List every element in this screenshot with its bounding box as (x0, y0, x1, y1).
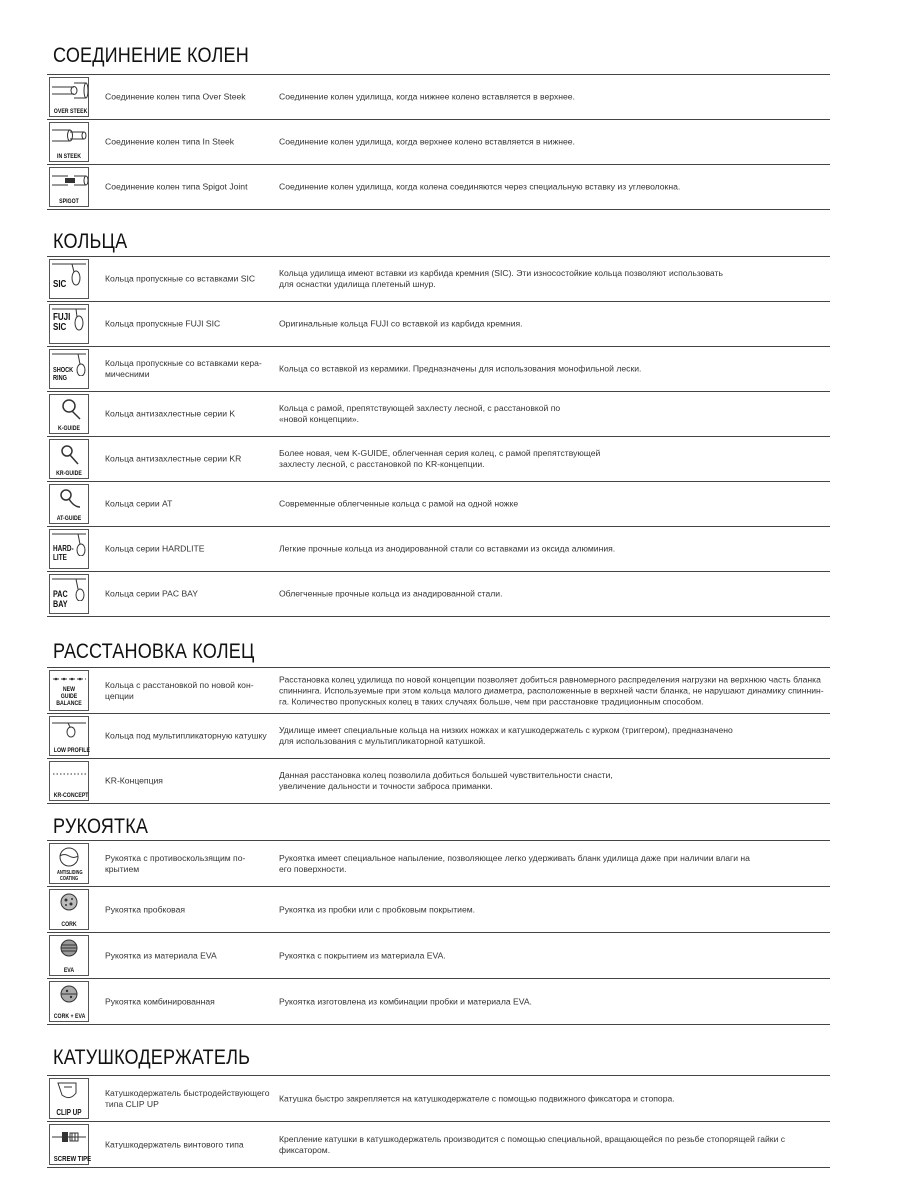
row-desc: Рукоятка с покрытием из материала EVA. (279, 950, 446, 960)
table-row (47, 120, 830, 165)
shock-ring-icon (49, 349, 89, 389)
row-desc: Крепление катушки в катушкодержатель производится с помощью специальной, вращающейся по резьбе стопорящей гайки с фиксатором. (279, 1133, 786, 1155)
row-desc: Соединение колен удилища, когда нижнее колено вставляется в верхнее. (279, 91, 575, 102)
table-row (47, 572, 830, 617)
cork-eva-icon (49, 981, 89, 1022)
row-name: Кольца пропускные со вставками кера-мичесними (105, 358, 262, 379)
screw-type-icon (49, 1124, 92, 1165)
row-name: Кольца серии AT (105, 498, 173, 509)
row-desc: Кольца со вставкой из керамики. Предназначены для использования монофильной лески. (279, 363, 642, 374)
table-row (47, 437, 830, 482)
row-desc: Оригинальные кольца FUJI со вставкой из карбида кремния. (279, 318, 523, 329)
row-desc: Более новая, чем K-GUIDE, облегченная серия колец, с рамой препятствующей захлесту лесной, с расстановкой по KR-концепции. (279, 448, 601, 469)
table-row (47, 392, 830, 437)
table-row (47, 668, 830, 714)
section-title: СОЕДИНЕНИЕ КОЛЕН (53, 44, 249, 67)
low-profile-icon (49, 716, 89, 756)
row-desc: Рукоятка из пробки или с пробковым покрытием. (279, 904, 476, 914)
sic-ring-icon (49, 259, 89, 299)
row-desc: Легкие прочные кольца из анодированной стали со вставками из оксида алюминия. (279, 543, 616, 554)
hardlite-icon (49, 529, 89, 569)
icon-label: CLIP UP (56, 1108, 82, 1117)
row-name: Рукоятка комбинированная (105, 996, 215, 1006)
kr-concept-icon (49, 761, 89, 801)
icon-label: KR-CONCEPT (53, 792, 89, 799)
row-name: Соединение колен типа Spigot Joint (105, 181, 248, 192)
section-title: РУКОЯТКА (53, 815, 149, 838)
row-desc: Облегченные прочные кольца из анадированной стали. (279, 588, 503, 599)
row-desc: Данная расстановка колец позволила добиться большей чувствительности снасти, увеличение дальности и точности заброса приманки. (279, 770, 613, 791)
row-desc: Современные облегченные кольца с рамой на одной ножке (279, 498, 519, 509)
section-title: КОЛЬЦА (53, 230, 128, 253)
row-desc: Соединение колен удилища, когда колена соединяются через специальную вставку из углеволокна. (279, 181, 681, 192)
icon-label: IN STEEK (57, 153, 81, 160)
row-desc: Катушка быстро закрепляется на катушкодержателе с помощью подвижного фиксатора и стопора. (279, 1093, 675, 1103)
icon-label: OVER STEEK (53, 108, 88, 115)
row-desc: Соединение колен удилища, когда верхнее колено вставляется в нижнее. (279, 136, 575, 147)
table-row (47, 527, 830, 572)
row-desc: Кольца удилища имеют вставки из карбида кремния (SIC). Эти износостойкие кольца позволяют использовать для оснастки удилища плетеный шнур. (279, 268, 723, 289)
icon-label: PAC BAY (53, 589, 68, 609)
icon-label: NEW GUIDE BALANCE (56, 686, 82, 707)
row-desc: Расстановка колец удилища по новой концепции позволяет добиться равномерного распределения нагрузки на верхнюю часть бланка спиннинга. Используемые при этом кольца малого диаметра, расположенные в верхней части бланка, не нарушают динамику спиннин-га. Количество пропускных колец в таких случаях больше, чем при расстановке традиционным способом. (279, 674, 824, 706)
section-title: КАТУШКОДЕРЖАТЕЛЬ (53, 1046, 251, 1069)
table (47, 840, 830, 1025)
clip-up-icon (49, 1078, 89, 1119)
table-row (47, 75, 830, 120)
icon-label: LOW PROFILE (53, 747, 90, 754)
row-name: Рукоятка с противоскользящим по-крытием (105, 852, 246, 874)
row-name: Кольца серии PAC BAY (105, 588, 198, 599)
icon-label: CORK (61, 921, 77, 928)
table-row (47, 1122, 830, 1168)
row-name: Соединение колен типа Over Steek (105, 91, 246, 102)
icon-label: SIC (53, 279, 67, 290)
row-name: Рукоятка из материала EVA (105, 950, 217, 960)
section-title: РАССТАНОВКА КОЛЕЦ (53, 640, 255, 663)
antisliding-coating-icon (49, 843, 89, 884)
row-name: Катушкодержатель винтового типа (105, 1139, 244, 1149)
row-desc: Кольца с рамой, препятствующей захлесту лесной, с расстановкой по «новой концепции». (279, 403, 561, 424)
row-name: KR-Концепция (105, 775, 163, 786)
table-row (47, 714, 830, 759)
spigot-icon (49, 167, 89, 207)
row-name: Кольца пропускные со вставками SIC (105, 273, 256, 284)
table-row (47, 979, 830, 1025)
row-name: Кольца пропускные FUJI SIC (105, 318, 221, 329)
table-row (47, 165, 830, 210)
over-steek-icon (49, 77, 89, 117)
fuji-sic-icon (49, 304, 89, 344)
row-name: Соединение колен типа In Steek (105, 136, 235, 147)
icon-label: HARD-LITE (53, 544, 74, 562)
icon-label: ANTISLIDING COATING (57, 870, 83, 882)
k-guide-icon (49, 394, 89, 434)
icon-label: SPIGOT (59, 198, 79, 205)
table-row (47, 257, 830, 302)
row-name: Кольца серии HARDLITE (105, 543, 205, 554)
icon-label: K-GUIDE (58, 425, 80, 432)
row-desc: Удилище имеет специальные кольца на низких ножках и катушкодержатель с курком (триггером), предназначено для использования с мультипликаторной катушкой. (279, 725, 733, 746)
table-row (47, 482, 830, 527)
eva-icon (49, 935, 89, 976)
icon-label: SCREW TIPE (53, 1154, 92, 1163)
cork-icon (49, 889, 89, 930)
row-name: Кольца антизахлестные серии K (105, 408, 236, 419)
icon-label: SHOCK RING (53, 367, 74, 382)
table-row (47, 1076, 830, 1122)
icon-label: KR-GUIDE (56, 470, 82, 477)
row-name: Кольца антизахлестные серии KR (105, 453, 242, 464)
row-name: Кольца с расстановкой по новой кон-цепции (105, 679, 254, 701)
icon-label: FUJI SIC (53, 312, 71, 333)
new-guide-balance-icon (49, 670, 89, 711)
table-row (47, 841, 830, 887)
row-name: Рукоятка пробковая (105, 904, 186, 914)
pac-bay-icon (49, 574, 89, 614)
row-name: Катушкодержатель быстродействующего типа CLIP UP (105, 1087, 270, 1109)
table (47, 667, 830, 804)
table (47, 74, 830, 210)
table-row (47, 302, 830, 347)
at-guide-icon (49, 484, 89, 524)
table-row (47, 887, 830, 933)
table-row (47, 933, 830, 979)
icon-label: EVA (63, 967, 75, 974)
table (47, 1075, 830, 1168)
kr-guide-icon (49, 439, 89, 479)
table-row (47, 347, 830, 392)
icon-label: AT-GUIDE (56, 515, 82, 522)
icon-label: CORK + EVA (53, 1013, 86, 1020)
table (47, 256, 830, 617)
in-steek-icon (49, 122, 89, 162)
row-name: Кольца под мультипликаторную катушку (105, 730, 267, 741)
table-row (47, 759, 830, 804)
row-desc: Рукоятка имеет специальное напыление, позволяющее легко удерживать бланк удилища даже при наличии влаги на его поверхности. (279, 852, 750, 874)
row-desc: Рукоятка изготовлена из комбинации пробки и материала EVA. (279, 996, 532, 1006)
